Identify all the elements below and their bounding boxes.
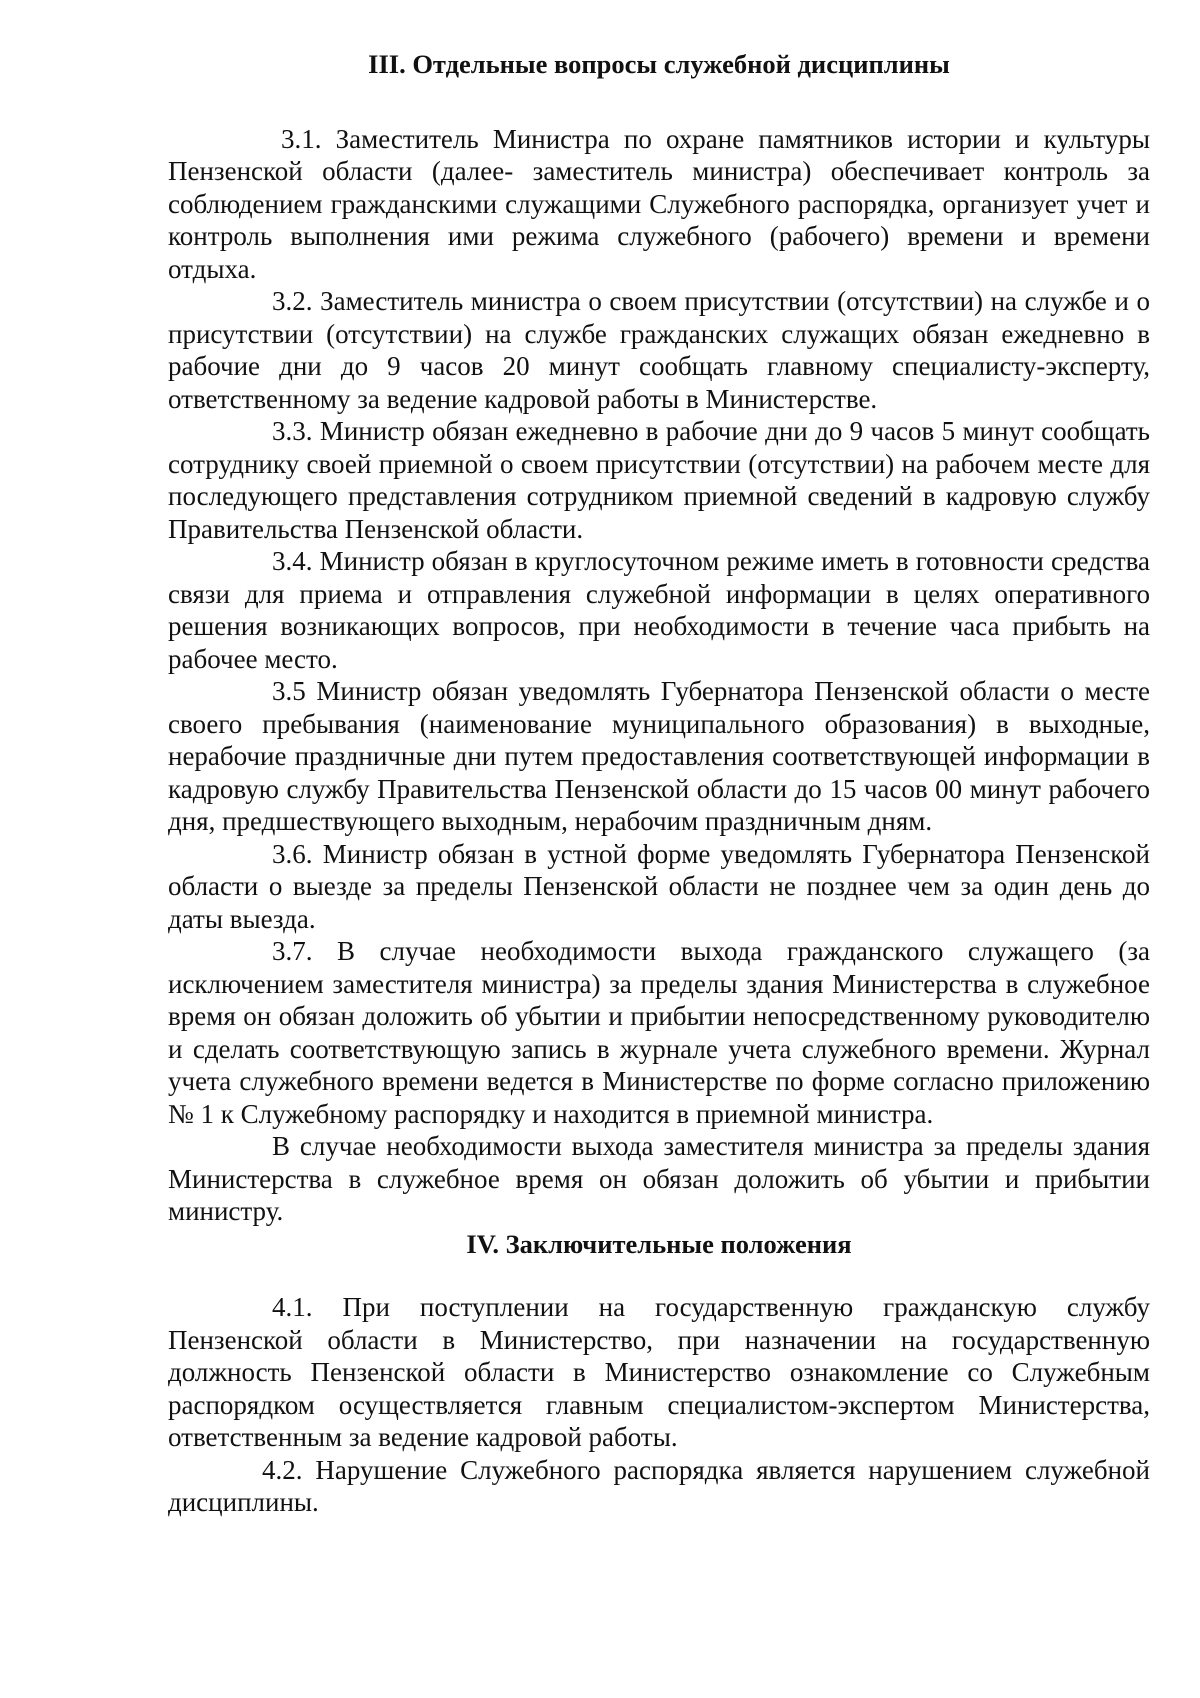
paragraph-3-3: 3.3. Министр обязан ежедневно в рабочие дни до 9 часов 5 минут сообщать сотруднику своей приемной о своем присутствии (отсутствии) на рабочем месте для последующего представления сотрудником приемной сведений в кадровую службу Правительства Пензенской области. bbox=[168, 416, 1150, 544]
paragraph-3-6: 3.6. Министр обязан в устной форме уведомлять Губернатора Пензенской области о выезде за пределы Пензенской области не позднее чем за один день до даты выезда. bbox=[168, 838, 1150, 934]
document-page bbox=[168, 48, 1150, 1519]
paragraph-4-1: 4.1. При поступлении на государственную гражданскую службу Пензенской области в Министерство, при назначении на государственную должность Пензенской области в Министерство ознакомление со Служебным распорядком осуществляется главным специалистом-экспертом Министерства, ответственным за ведение кадровой работы. bbox=[168, 1292, 1150, 1452]
paragraph-3-7: 3.7. В случае необходимости выхода гражданского служащего (за исключением заместителя министра) за пределы здания Министерства в служебное время он обязан доложить об убытии и прибытии непосредственному руководителю и сделать соответствующую запись в журнале учета служебного времени. Журнал учета служебного времени ведется в Министерстве по форме согласно приложению № 1 к Служебному распорядку и находится в приемной министра. bbox=[168, 936, 1150, 1129]
paragraph-3-2: 3.2. Заместитель министра о своем присутствии (отсутствии) на службе и о присутствии (отсутствии) на службе гражданских служащих обязан ежедневно в рабочие дни до 9 часов 20 минут сообщать главному специалисту-эксперту, ответственному за ведение кадровой работы в Министерстве. bbox=[168, 286, 1150, 414]
paragraph-3-1: 3.1. Заместитель Министра по охране памятников истории и культуры Пензенской области (далее- заместитель министра) обеспечивает контроль за соблюдением гражданскими служащими Служебного распорядка, организует учет и контроль выполнения ими режима служебного (рабочего) времени и времени отдыха. bbox=[168, 123, 1150, 284]
paragraph-3-4: 3.4. Министр обязан в круглосуточном режиме иметь в готовности средства связи для приема и отправления служебной информации в целях оперативного решения возникающих вопросов, при необходимости в течение часа прибыть на рабочее место. bbox=[168, 546, 1150, 674]
section-4-body bbox=[168, 1291, 1150, 1519]
paragraph-4-2: 4.2. Нарушение Служебного распорядка является нарушением служебной дисциплины. bbox=[168, 1454, 1150, 1517]
section-3-body bbox=[168, 123, 1150, 1228]
section-heading-4: IV. Заключительные положения bbox=[466, 1228, 852, 1259]
section-heading-3: III. Отдельные вопросы служебной дисциплины bbox=[368, 49, 950, 79]
paragraph-3-7-deputy: В случае необходимости выхода заместителя министра за пределы здания Министерства в служебное время он обязан доложить об убытии и прибытии министру. bbox=[168, 1131, 1150, 1226]
paragraph-3-5: 3.5 Министр обязан уведомлять Губернатора Пензенской области о месте своего пребывания (наименование муниципального образования) в выходные, нерабочие праздничные дни путем предоставления соответствующей информации в кадровую службу Правительства Пензенской области до 15 часов 00 минут рабочего дня, предшествующего выходным, нерабочим праздничным дням. bbox=[168, 676, 1150, 836]
